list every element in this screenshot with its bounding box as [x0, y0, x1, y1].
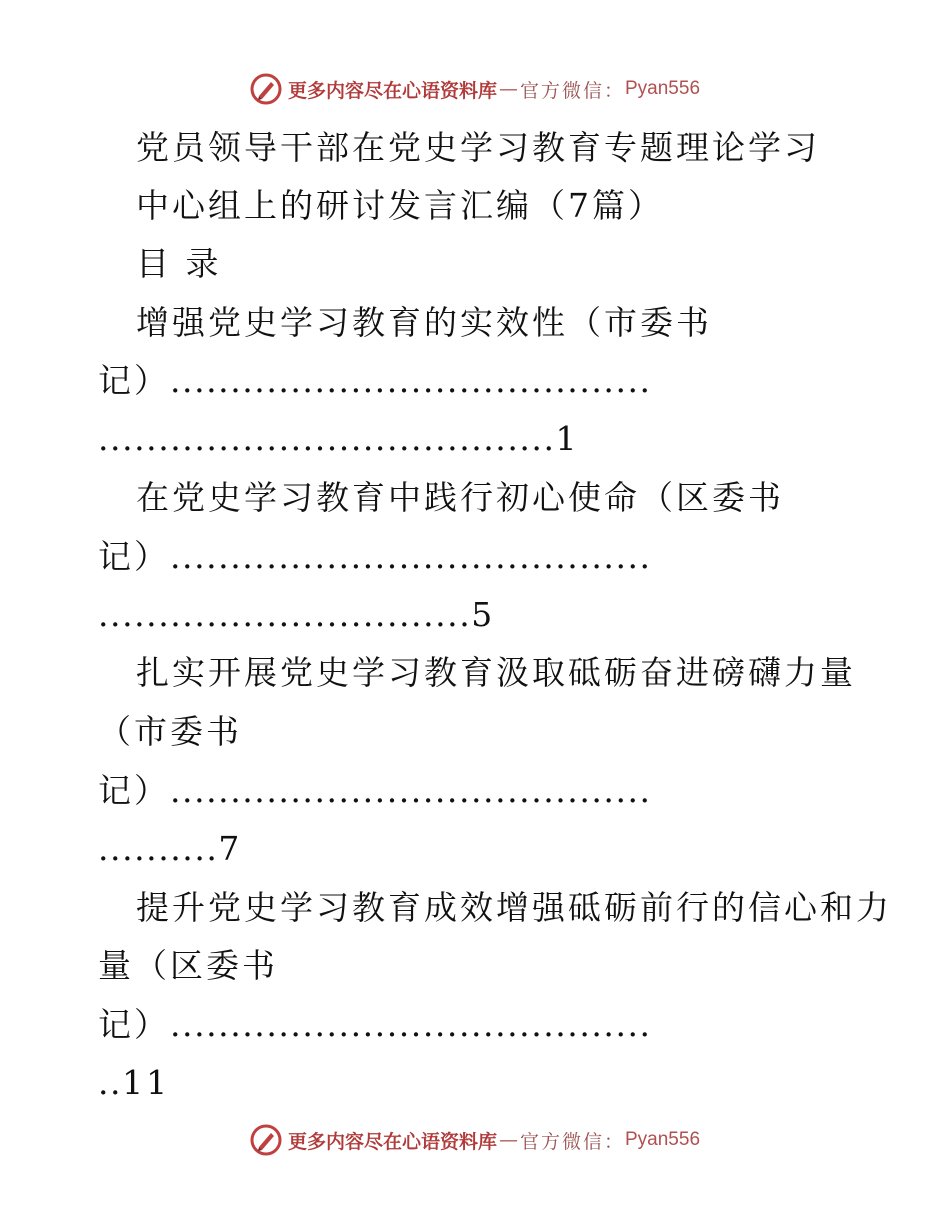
toc-entry-4-title-cont[interactable]: 量（区委书	[98, 946, 278, 985]
toc-entry-2-page-line	[98, 595, 495, 635]
toc-entry-2-lead: 记）	[98, 537, 170, 576]
toc-entry-3-leader	[98, 771, 652, 811]
toc-entry-2-title[interactable]: 在党史学习教育中践行初心使命（区委书	[136, 478, 784, 517]
toc-entry-3-lead: 记）	[98, 771, 170, 810]
toc-entry-4-page[interactable]: 11	[122, 1063, 171, 1102]
banner-brand: 更多内容尽在心语资料库	[287, 1130, 497, 1153]
toc-entry-2-leader	[98, 537, 652, 577]
toc-entry-4-page-line	[98, 1063, 170, 1103]
toc-entry-4-leader	[98, 1005, 652, 1045]
toc-entry-1-lead: 记）	[98, 361, 170, 400]
toc-entry-4-dots-cont: ..	[98, 1063, 123, 1102]
toc-entry-1-leader	[98, 361, 652, 401]
toc-entry-3-title-cont[interactable]: （市委书	[98, 712, 242, 751]
toc-entry-4-title[interactable]: 提升党史学习教育成效增强砥砺前行的信心和力	[136, 888, 892, 927]
banner-dash: —	[498, 78, 518, 100]
doc-title-line-2: 中心组上的研讨发言汇编（7篇）	[136, 186, 664, 225]
header-banner	[0, 69, 950, 109]
banner-wechat-handle: Pyan556	[625, 78, 701, 99]
banner-dash: —	[498, 1129, 518, 1151]
banner-wechat-label: 官方微信：	[519, 79, 625, 102]
toc-entry-3-title[interactable]: 扎实开展党史学习教育汲取砥砺奋进磅礴力量	[136, 653, 856, 692]
footer-banner	[0, 1120, 950, 1160]
toc-entry-3-page[interactable]: 7	[218, 829, 243, 868]
toc-entry-1-dots: ........................................	[170, 361, 652, 400]
toc-entry-3-page-line	[98, 829, 242, 869]
toc-entry-4-dots: ........................................	[170, 1005, 652, 1044]
toc-entry-1-title[interactable]: 增强党史学习教育的实效性（市委书	[136, 303, 712, 342]
banner-wechat-label: 官方微信：	[519, 1130, 625, 1153]
toc-entry-3-dots: ........................................	[170, 771, 652, 810]
toc-entry-4-lead: 记）	[98, 1005, 170, 1044]
toc-entry-2-dots: ........................................	[170, 537, 652, 576]
toc-heading: 目 录	[136, 244, 222, 283]
pen-logo-icon	[250, 1124, 282, 1156]
banner-wechat-handle: Pyan556	[625, 1129, 701, 1150]
toc-entry-2-page[interactable]: 5	[471, 595, 496, 634]
toc-entry-1-dots-cont: ......................................	[98, 419, 556, 458]
pen-logo-icon	[250, 73, 282, 105]
doc-title-line-1: 党员领导干部在党史学习教育专题理论学习	[136, 128, 820, 167]
toc-entry-3-dots-cont: ..........	[98, 829, 219, 868]
toc-entry-1-page-line	[98, 419, 580, 459]
toc-entry-2-dots-cont: ...............................	[98, 595, 472, 634]
banner-brand: 更多内容尽在心语资料库	[287, 79, 497, 102]
toc-entry-1-page[interactable]: 1	[555, 419, 580, 458]
